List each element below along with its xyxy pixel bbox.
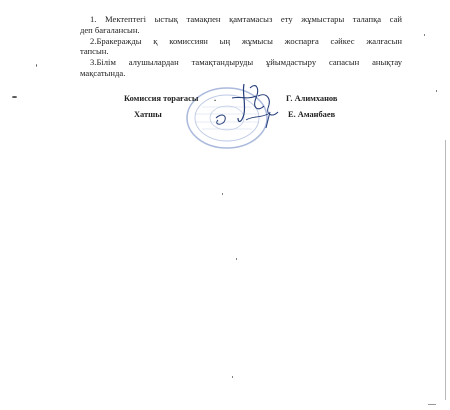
- scan-edge-mark: [428, 404, 436, 405]
- scan-speck: [436, 90, 437, 92]
- decision-item-1-line2: деп бағалансын.: [80, 24, 140, 35]
- decision-item-3-line2: мақсатында.: [80, 67, 126, 78]
- secretary-name: Е. Аманбаев: [288, 110, 336, 119]
- chair-name: Г. Алимханов: [286, 94, 338, 103]
- scan-speck: [36, 64, 37, 67]
- decision-item-3-line1: 3.Білім алушылардан тамақтандыруды ұйымдастыру сапасын анықтау: [90, 57, 402, 68]
- decision-item-1-line1: 1. Мектептегі ыстық тамақпен қамтамасыз ету жұмыстары талапқа сай: [90, 14, 402, 24]
- scan-edge-line: [445, 140, 446, 400]
- chair-dot: .: [214, 94, 217, 103]
- scan-speck: [424, 34, 425, 36]
- decision-item-2-line1: 2.Бракеражды қ комиссиян ың жұмысы жоспарға сәйкес жалғасын: [90, 35, 402, 46]
- decision-item-2-line2: тапсын.: [80, 46, 109, 57]
- scan-speck: [232, 376, 233, 378]
- secretary-title: Хатшы: [134, 110, 162, 119]
- scan-speck: [12, 96, 17, 98]
- chair-title: Комиссия торағасы: [124, 94, 199, 103]
- scan-speck: [222, 193, 223, 195]
- scan-speck: [236, 258, 237, 260]
- signature-block: [0, 0, 450, 150]
